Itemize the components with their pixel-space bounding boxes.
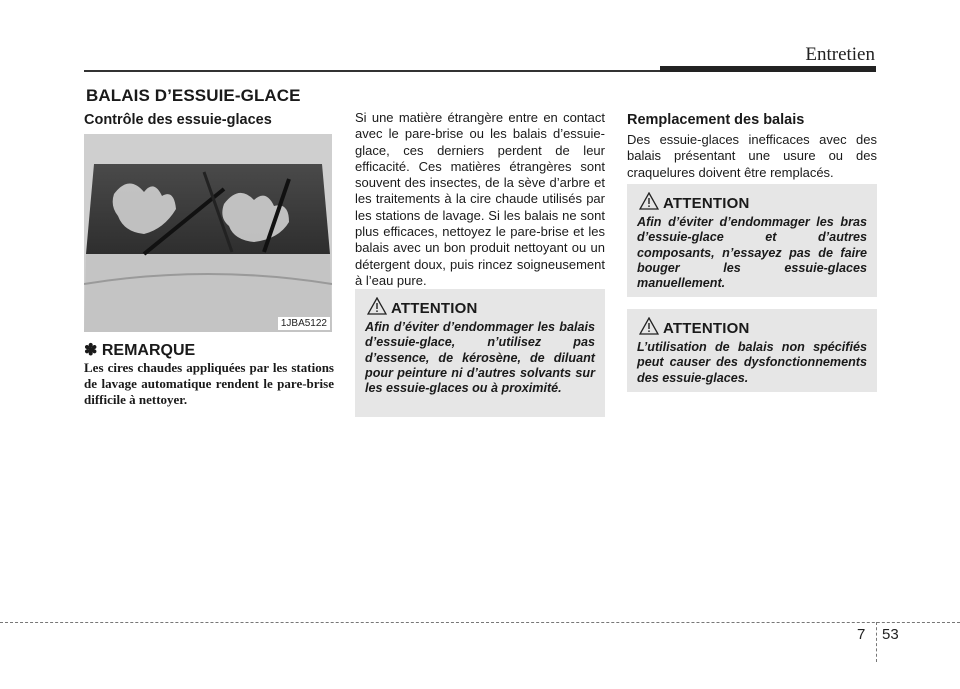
attention-header (639, 317, 867, 337)
attention-title: ATTENTION (663, 195, 750, 212)
warning-triangle-icon (639, 317, 659, 335)
middle-body-text: Si une matière étrangère entre en contact avec le pare-brise ou les balais d’essuie-glace, ces derniers perdent de leur efficacité. Ces matières étrangères sont souvent des insectes, de la sève d’arbre et les traitements à la cire chaude utilisés par les stations de lavage. Si les balais ne sont plus efficaces, nettoyez le pare-brise et les balais avec un bon produit nettoyant ou un détergent doux, puis rincez soigneusement à l’eau pure. (355, 110, 605, 288)
header-rule (84, 70, 662, 72)
attention-text: L’utilisation de balais non spécifiés peut causer des dysfonctionnements des essuie-glaces. (637, 340, 867, 385)
attention-header (639, 192, 867, 212)
running-header: Entretien (805, 44, 875, 65)
section-heading: BALAIS D’ESSUIE-GLACE (86, 86, 301, 105)
remarque-title: ✽ REMARQUE (84, 342, 196, 359)
subheading-controle: Contrôle des essuie-glaces (84, 112, 272, 128)
attention-title: ATTENTION (663, 320, 750, 337)
chapter-number: 7 (857, 626, 866, 643)
attention-text: Afin d’éviter d’endommager les balais d’essuie-glace, n’utilisez pas d’essence, de kérosène, de diluant pour peinture ni d’autres solvants sur les essuie-glaces ou à proximité. (365, 320, 595, 396)
attention-header (367, 297, 595, 317)
image-code: 1JBA5122 (278, 317, 330, 330)
footer-divider (876, 622, 877, 662)
attention-box-solvants (355, 289, 605, 417)
attention-title: ATTENTION (391, 300, 478, 317)
header-rule-thick (660, 66, 876, 72)
remarque-text: Les cires chaudes appliquées par les stations de lavage automatique rendent le pare-brise difficile à nettoyer. (84, 360, 334, 407)
attention-box-balais (627, 309, 877, 392)
windshield-illustration (84, 134, 332, 332)
warning-triangle-icon (367, 297, 387, 315)
attention-box-bras (627, 184, 877, 297)
attention-text: Afin d’éviter d’endommager les bras d’essuie-glace et d’autres composants, n’essayez pas de faire bouger les essuie-glaces manuellement. (637, 215, 867, 291)
warning-triangle-icon (639, 192, 659, 210)
page-number: 53 (882, 626, 899, 643)
subheading-remplacement: Remplacement des balais (627, 112, 805, 128)
footer-rule (0, 622, 960, 623)
right-body-text: Des essuie-glaces inefficaces avec des balais présentant une usure ou des craquelures doivent être remplacés. (627, 132, 877, 180)
windshield-wiper-photo (84, 134, 332, 332)
